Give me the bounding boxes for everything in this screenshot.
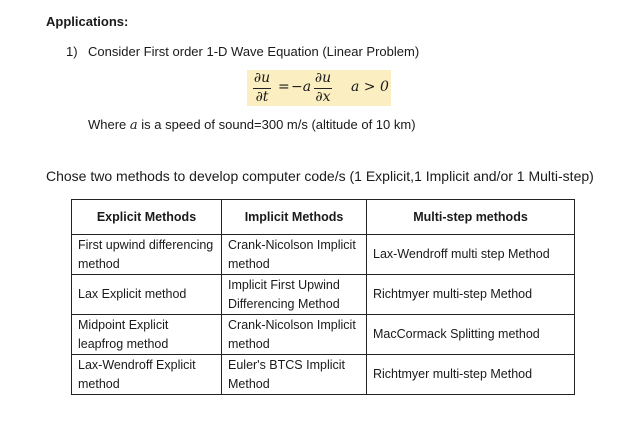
cell-explicit: Lax Explicit method xyxy=(72,275,222,315)
space-derivative-numerator: ∂u xyxy=(314,70,332,86)
wave-equation xyxy=(247,70,391,106)
section-heading: Applications: xyxy=(46,14,129,29)
header-multistep: Multi-step methods xyxy=(367,200,575,235)
cell-implicit: Euler's BTCS Implicit Method xyxy=(222,355,367,395)
equals-sign: = xyxy=(278,79,290,95)
where-variable: a xyxy=(129,118,138,133)
instruction-text: Chose two methods to develop computer code/s (1 Explicit,1 Implicit and/or 1 Multi-step) xyxy=(46,168,594,184)
cell-multistep: Richtmyer multi-step Method xyxy=(367,355,575,395)
problem-number: 1) xyxy=(66,44,78,59)
cell-implicit: Implicit First Upwind Differencing Method xyxy=(222,275,367,315)
cell-multistep: Richtmyer multi-step Method xyxy=(367,275,575,315)
cell-implicit: Crank-Nicolson Implicit method xyxy=(222,315,367,355)
cell-explicit: First upwind differencing method xyxy=(72,235,222,275)
cell-explicit: Lax-Wendroff Explicit method xyxy=(72,355,222,395)
equation-coefficient: −a xyxy=(291,79,312,95)
time-derivative-denominator: ∂t xyxy=(255,89,269,105)
table-row xyxy=(72,355,575,395)
equation-condition: a > 0 xyxy=(351,79,389,95)
cell-multistep: MacCormack Splitting method xyxy=(367,315,575,355)
table-header-row xyxy=(72,200,575,235)
cell-implicit: Crank-Nicolson Implicit method xyxy=(222,235,367,275)
space-derivative-denominator: ∂x xyxy=(315,89,331,105)
where-line xyxy=(88,117,416,133)
table-row xyxy=(72,235,575,275)
time-derivative-numerator: ∂u xyxy=(253,70,271,86)
table-row xyxy=(72,315,575,355)
problem-item xyxy=(66,44,419,59)
header-explicit: Explicit Methods xyxy=(72,200,222,235)
header-implicit: Implicit Methods xyxy=(222,200,367,235)
table-row xyxy=(72,275,575,315)
methods-table xyxy=(71,199,575,395)
where-after: is a speed of sound=300 m/s (altitude of 10 km) xyxy=(137,117,416,132)
cell-explicit: Midpoint Explicit leapfrog method xyxy=(72,315,222,355)
cell-multistep: Lax-Wendroff multi step Method xyxy=(367,235,575,275)
problem-text: Consider First order 1-D Wave Equation (Linear Problem) xyxy=(88,44,420,59)
where-before: Where xyxy=(88,117,130,132)
